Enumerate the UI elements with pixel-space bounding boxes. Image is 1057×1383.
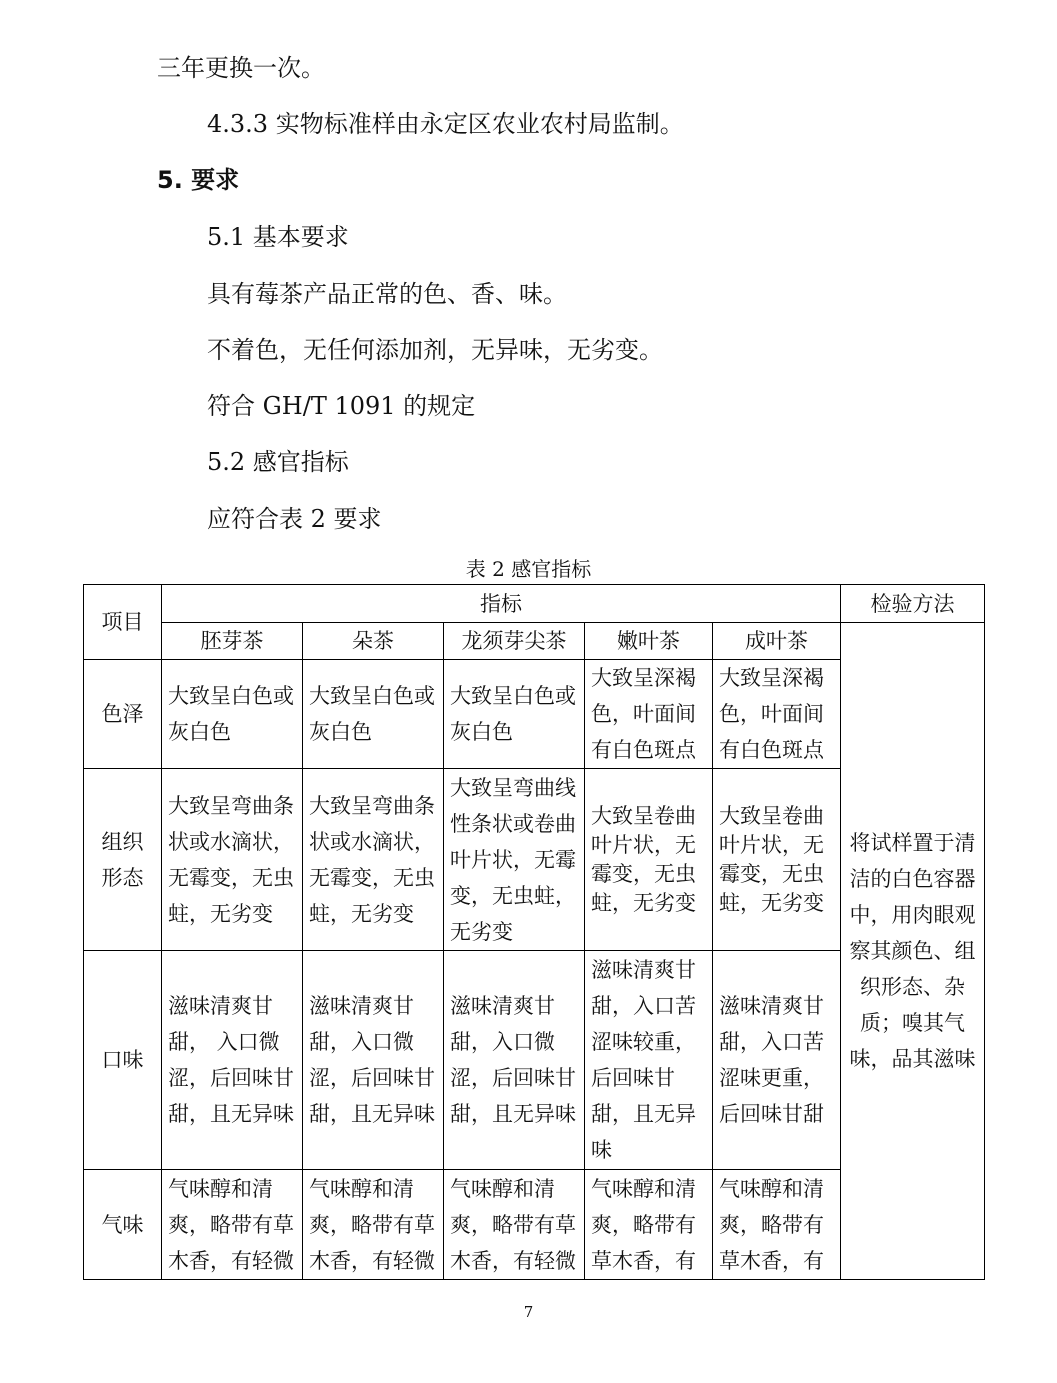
page-number: 7: [523, 1303, 534, 1321]
paragraph-basic-1: 具有莓茶产品正常的色、香、味。: [207, 280, 567, 308]
table-cell: 大致呈弯曲条状或水滴状，无霉变，无虫蛀，无劣变: [303, 769, 444, 951]
header-item: 项目: [84, 585, 162, 660]
method-cell: 将试样置于清洁的白色容器中，用肉眼观察其颜色、组织形态、杂质；嗅其气味，品其滋味: [841, 623, 985, 1280]
paragraph-basic-3: 符合 GH/T 1091 的规定: [207, 392, 476, 420]
table-header-row: [84, 585, 985, 623]
header-type-3: 龙须芽尖茶: [444, 623, 585, 660]
table-cell: 气味醇和清爽，略带有草木香，有: [585, 1170, 713, 1280]
table-cell: 滋味清爽甘甜，入口微涩，后回味甘甜，且无异味: [303, 951, 444, 1170]
header-type-5: 成叶茶: [713, 623, 841, 660]
paragraph-1: 三年更换一次。: [157, 54, 325, 82]
header-type-1: 胚芽茶: [162, 623, 303, 660]
paragraph-table-ref: 应符合表 2 要求: [207, 505, 382, 533]
section-heading-5: 5. 要求: [157, 166, 240, 194]
row-label-smell: 气味: [84, 1170, 162, 1280]
table-cell: 大致呈卷曲叶片状，无霉变，无虫蛀，无劣变: [585, 769, 713, 951]
table-cell: 气味醇和清爽，略带有草木香，有轻微: [303, 1170, 444, 1280]
table-cell: 大致呈卷曲叶片状，无霉变，无虫蛀，无劣变: [713, 769, 841, 951]
table-cell: 大致呈弯曲线性条状或卷曲叶片状，无霉变，无虫蛀，无劣变: [444, 769, 585, 951]
table-cell: 滋味清爽甘甜，入口苦涩味更重，后回味甘甜: [713, 951, 841, 1170]
table-cell: 滋味清爽甘甜， 入口微涩，后回味甘甜，且无异味: [162, 951, 303, 1170]
paragraph-basic-2: 不着色，无任何添加剂，无异味，无劣变。: [207, 336, 663, 364]
header-type-2: 朵茶: [303, 623, 444, 660]
table-cell: 大致呈深褐色，叶面间有白色斑点: [585, 660, 713, 769]
table-cell: 大致呈白色或灰白色: [444, 660, 585, 769]
subheading-5-1: 5.1 基本要求: [207, 223, 349, 251]
row-label-taste: 口味: [84, 951, 162, 1170]
subheading-5-2: 5.2 感官指标: [207, 448, 349, 476]
header-indicator: 指标: [162, 585, 841, 623]
table-cell: 大致呈弯曲条状或水滴状，无霉变，无虫蛀，无劣变: [162, 769, 303, 951]
table-caption: 表 2 感官指标: [465, 557, 592, 581]
paragraph-4-3-3: 4.3.3 实物标准样由永定区农业农村局监制。: [207, 110, 684, 138]
row-label-form: 组织形态: [84, 769, 162, 951]
table-cell: 滋味清爽甘甜，入口苦涩味较重，后回味甘甜，且无异味: [585, 951, 713, 1170]
row-label-color: 色泽: [84, 660, 162, 769]
table-cell: 气味醇和清爽，略带有草木香，有轻微: [162, 1170, 303, 1280]
header-method: 检验方法: [841, 585, 985, 623]
table-subheader-row: [84, 623, 985, 660]
header-type-4: 嫩叶茶: [585, 623, 713, 660]
sensory-table: [83, 584, 985, 1280]
table-cell: 大致呈白色或灰白色: [162, 660, 303, 769]
table-cell: 大致呈白色或灰白色: [303, 660, 444, 769]
table-cell: 滋味清爽甘甜，入口微涩，后回味甘甜，且无异味: [444, 951, 585, 1170]
table-cell: 气味醇和清爽，略带有草木香，有轻微: [444, 1170, 585, 1280]
table-cell: 大致呈深褐色，叶面间有白色斑点: [713, 660, 841, 769]
table-cell: 气味醇和清爽，略带有草木香，有: [713, 1170, 841, 1280]
